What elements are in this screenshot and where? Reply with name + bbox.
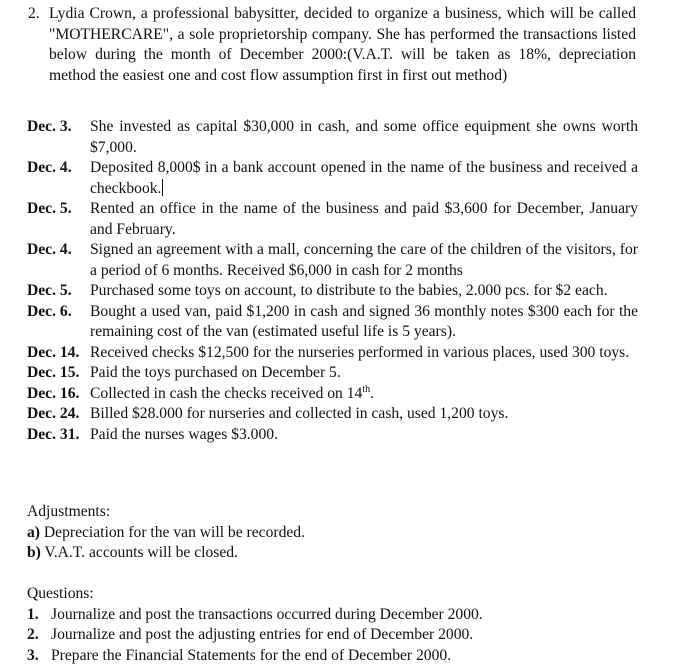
question-number: 2.: [27, 626, 39, 643]
transaction-text: Paid the nurses wages $3.000.: [90, 425, 278, 443]
transaction-date: Dec. 14.: [27, 343, 80, 361]
transaction-text: Bought a used van, paid $1,200 in cash and signed 36 monthly notes $300 each for the remaining cost of the van (estimated useful life is 5 years).: [90, 302, 638, 340]
transaction-text: Billed $28.000 for nurseries and collected in cash, used 1,200 toys.: [90, 405, 509, 422]
transaction-date: Dec. 4.: [27, 241, 72, 258]
transaction-item: [27, 117, 638, 158]
transaction-date: Dec. 24.: [27, 405, 80, 422]
adjustment-item: [27, 523, 638, 544]
problem-number: 2.: [28, 5, 40, 22]
adjustment-text: V.A.T. accounts will be closed.: [44, 544, 238, 561]
question-item: [27, 646, 638, 667]
trailing-period: .: [370, 384, 375, 402]
transaction-text-content: Collected in cash the checks received on 14: [90, 384, 363, 402]
transaction-text: Signed an agreement with a mall, concerning the care of the children of the visitors, for a period of 6 months. Received $6,000 in cash for 2 months: [90, 241, 638, 279]
adjustment-item: [27, 543, 638, 564]
question-text: Prepare the Financial Statements for the end of December 2000.: [51, 646, 452, 664]
transaction-text-content: Deposited 8,000$ in a bank account opened in the name of the business and received a checkbook.: [90, 159, 638, 197]
problem-text: Lydia Crown, a professional babysitter, decided to organize a business, which will be called "MOTHERCARE", a sole proprietorship company. She has performed the transactions listed below during the month of December 2000:(V.A.T. will be taken as 18%, depreciation method the easiest one and cost flow assumption first in first out method): [49, 5, 636, 84]
ordinal-suffix: th: [362, 383, 371, 395]
question-number: 3.: [27, 646, 39, 664]
transaction-text: She invested as capital $30,000 in cash, and some office equipment she owns worth $7,000.: [90, 118, 638, 156]
transaction-item: [27, 384, 638, 405]
question-item: [27, 605, 638, 626]
question-number: 1.: [27, 605, 39, 623]
question-text: Journalize and post the adjusting entries for end of December 2000.: [51, 626, 474, 643]
transaction-date: Dec. 6.: [27, 302, 72, 320]
transaction-item: [27, 240, 638, 281]
transaction-item: [27, 425, 638, 446]
transaction-item: [27, 302, 638, 343]
question-text: Journalize and post the transactions occurred during December 2000.: [51, 605, 483, 623]
adjustments-section: [27, 502, 638, 564]
problem-statement: [28, 4, 636, 86]
transaction-text: [90, 158, 638, 199]
transaction-item: [27, 404, 638, 425]
transaction-date: Dec. 3.: [27, 118, 72, 135]
problem-row: [28, 4, 636, 86]
transaction-date: Dec. 15.: [27, 364, 80, 381]
transaction-text: Purchased some toys on account, to distribute to the babies, 2.000 pcs. for $2 each.: [90, 282, 608, 299]
transaction-text: Received checks $12,500 for the nurseries performed in various places, used 300 toys.: [90, 343, 630, 361]
questions-section: [27, 584, 638, 666]
transaction-date: Dec. 5.: [27, 200, 72, 217]
transaction-item: [27, 363, 638, 384]
transaction-item: [27, 343, 638, 364]
adjustment-label: a): [27, 523, 40, 541]
transaction-date: Dec. 31.: [27, 425, 80, 443]
transaction-text: [90, 384, 638, 405]
adjustments-heading: Adjustments:: [27, 503, 111, 520]
transaction-item: [27, 199, 638, 240]
transaction-date: Dec. 5.: [27, 282, 72, 299]
questions-heading: Questions:: [27, 585, 94, 602]
transaction-text: Paid the toys purchased on December 5.: [90, 364, 341, 381]
transaction-date: Dec. 16.: [27, 384, 80, 402]
transaction-date: Dec. 4.: [27, 159, 72, 176]
transaction-list: [27, 117, 638, 445]
transaction-text: Rented an office in the name of the business and paid $3,600 for December, January and February.: [90, 200, 638, 238]
adjustment-label: b): [27, 544, 41, 561]
transaction-item: [27, 158, 638, 199]
adjustment-text: Depreciation for the van will be recorded.: [43, 523, 305, 541]
question-item: [27, 625, 638, 646]
text-cursor: [162, 179, 163, 196]
transaction-item: [27, 281, 638, 302]
